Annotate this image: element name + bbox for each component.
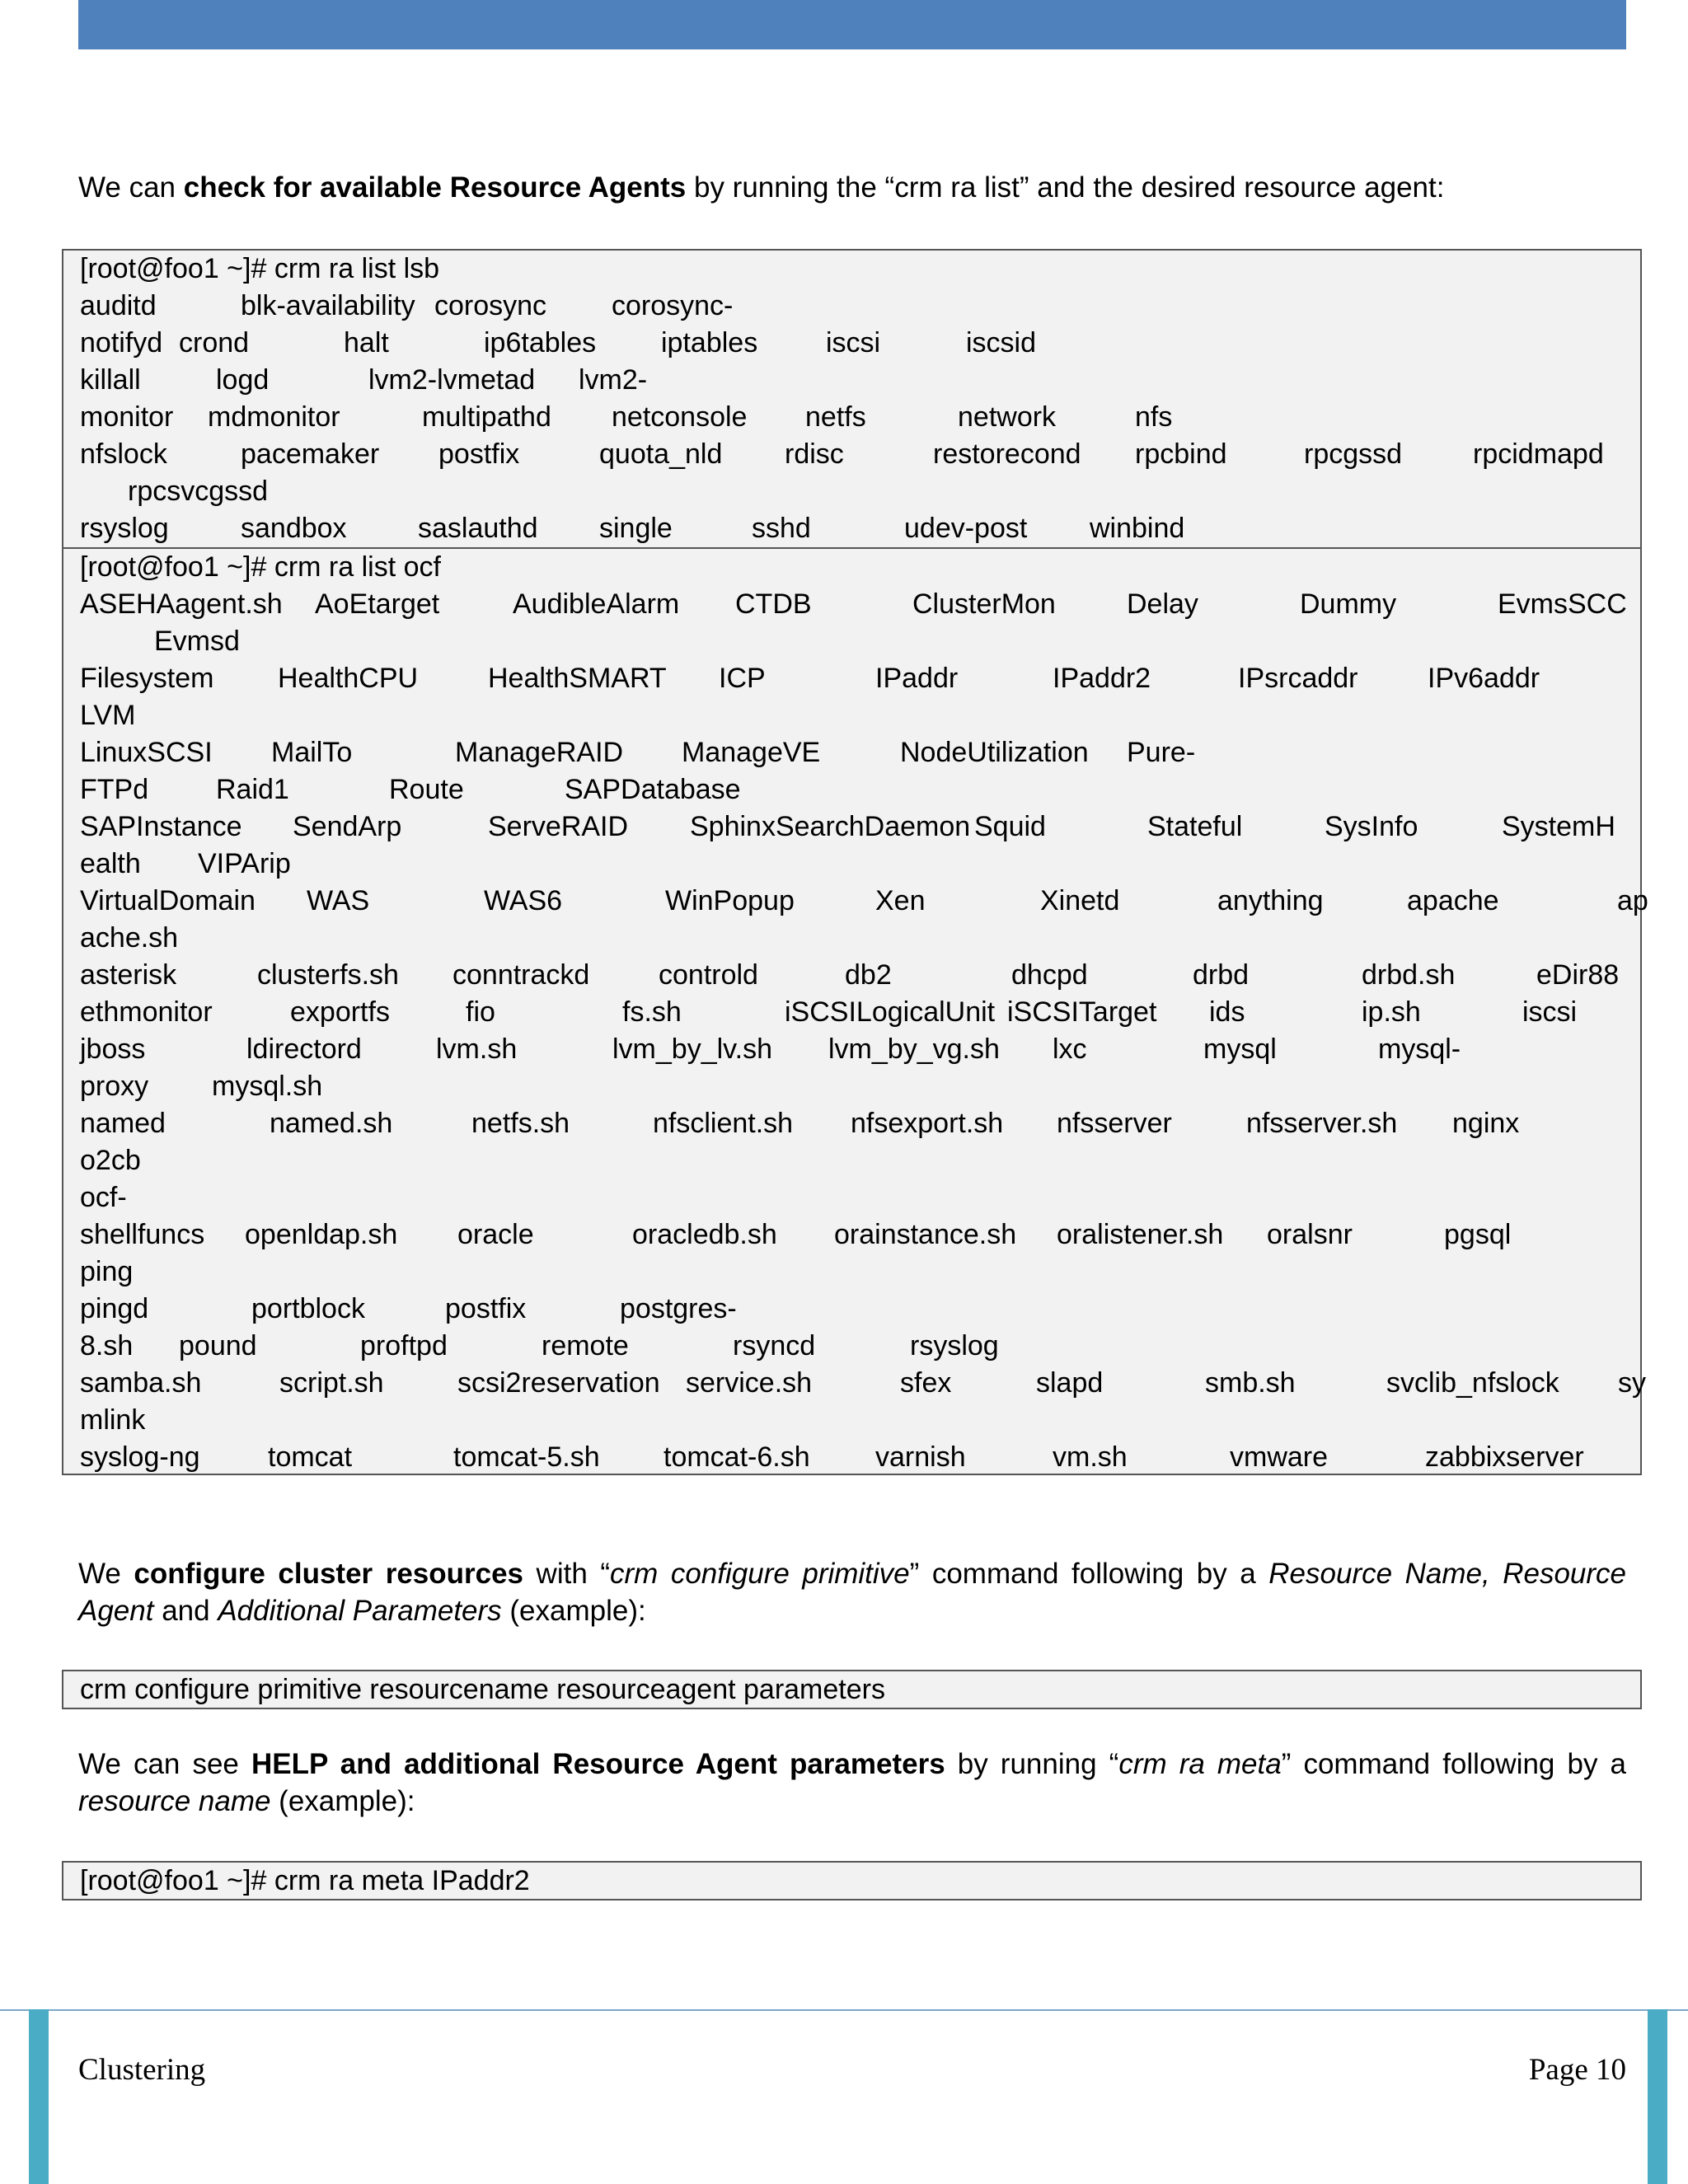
help-command: [root@foo1 ~]# crm ra meta IPaddr2 (80, 1865, 530, 1896)
lsb-agent-name: iscsi (826, 327, 881, 359)
ocf-agent-name: service.sh (686, 1367, 813, 1399)
ocf-row (63, 1031, 1640, 1068)
ocf-agent-name: script.sh (279, 1367, 384, 1399)
ocf-agent-name: Squid (974, 811, 1046, 842)
ocf-row (63, 1179, 1640, 1216)
ocf-command: [root@foo1 ~]# crm ra list ocf (80, 551, 441, 583)
help-paragraph: We can see HELP and additional Resource Agent parameters by running “crm ra meta” command following by a resource name (example): (78, 1748, 1626, 1817)
lsb-agent-name: saslauthd (418, 513, 538, 544)
lsb-agent-name: sandbox (241, 513, 347, 544)
ocf-agent-name: sy (1618, 1367, 1646, 1399)
lsb-agent-name: lvm2-lvmetad (368, 364, 536, 396)
lsb-agent-name: logd (216, 364, 270, 396)
ocf-agent-name: svclib_nfslock (1386, 1367, 1559, 1399)
lsb-agent-name: rpcsvcgssd (128, 476, 269, 507)
lsb-row (63, 325, 1640, 362)
footer-accent-left (29, 2009, 49, 2184)
ocf-agent-name: MailTo (271, 737, 353, 768)
ocf-section (63, 549, 1648, 1476)
ocf-agent-name: scsi2reservation (457, 1367, 660, 1399)
page-number: Page 10 (1528, 2053, 1626, 2087)
ocf-agent-name: fs.sh (622, 996, 682, 1028)
ocf-agent-name: lxc (1053, 1033, 1087, 1065)
ocf-agent-name: ip.sh (1362, 996, 1421, 1028)
ocf-row (63, 1105, 1640, 1142)
lsb-agent-name: restorecond (933, 438, 1081, 470)
ocf-agent-name: nfsserver.sh (1246, 1108, 1398, 1139)
ocf-agent-name: 8.sh (80, 1330, 134, 1361)
footer-rule (0, 2009, 1688, 2011)
ocf-agent-name: Dummy (1300, 588, 1397, 620)
lsb-agent-name: monitor (80, 401, 174, 433)
ocf-row (63, 1216, 1640, 1254)
ocf-agent-name: ASEHAagent.sh (80, 588, 283, 620)
ocf-agent-name: IPv6addr (1428, 663, 1540, 694)
ocf-agent-name: HealthCPU (278, 663, 419, 694)
lsb-agent-name: corosync (434, 290, 547, 321)
ocf-agent-name: openldap.sh (245, 1219, 398, 1250)
ocf-agent-name: NodeUtilization (900, 737, 1089, 768)
ocf-agent-name: shellfuncs (80, 1219, 205, 1250)
lsb-agent-name: netfs (805, 401, 866, 433)
ocf-agent-name: Filesystem (80, 663, 214, 694)
ocf-agent-name: clusterfs.sh (257, 959, 399, 991)
lsb-agent-name: iptables (661, 327, 758, 359)
ocf-row (63, 1254, 1640, 1291)
lsb-agent-name: killall (80, 364, 141, 396)
ocf-agent-name: portblock (251, 1293, 365, 1324)
ocf-agent-name: ping (80, 1256, 134, 1287)
lsb-row (63, 436, 1640, 473)
ocf-agent-name: Delay (1127, 588, 1198, 620)
ocf-agent-name: Xinetd (1040, 885, 1120, 916)
lsb-agent-name: postfix (438, 438, 520, 470)
ocf-agent-name: ldirectord (246, 1033, 362, 1065)
ocf-agent-name: FTPd (80, 774, 149, 805)
lsb-agent-name: pacemaker (241, 438, 380, 470)
ocf-agent-name: Stateful (1147, 811, 1243, 842)
ocf-agent-name: HealthSMART (488, 663, 667, 694)
ocf-agent-name: nfsclient.sh (653, 1108, 794, 1139)
ocf-agent-name: nfsexport.sh (851, 1108, 1004, 1139)
ocf-agent-name: rsyncd (733, 1330, 816, 1361)
lsb-agent-name: sshd (752, 513, 811, 544)
ocf-agent-name: exportfs (290, 996, 390, 1028)
ocf-agent-name: ids (1209, 996, 1245, 1028)
ocf-row (63, 1365, 1646, 1402)
ocf-agent-name: syslog-ng (80, 1441, 200, 1473)
ocf-agent-name: IPaddr (875, 663, 959, 694)
ocf-agent-name: LVM (80, 700, 136, 731)
ocf-agent-name: VIPArip (198, 848, 291, 879)
ocf-agent-name: controld (659, 959, 758, 991)
ocf-agent-name: IPsrcaddr (1238, 663, 1358, 694)
ocf-row (63, 1328, 1640, 1365)
lsb-agent-name: rpcidmapd (1473, 438, 1604, 470)
ocf-row (63, 1142, 1640, 1179)
ocf-agent-name: dhcpd (1011, 959, 1088, 991)
ocf-agent-name: tomcat-6.sh (663, 1441, 810, 1473)
lsb-agent-name: udev-post (904, 513, 1028, 544)
ocf-agent-name: postfix (445, 1293, 527, 1324)
lsb-agent-name: rsyslog (80, 513, 169, 544)
ocf-agent-name: WAS6 (484, 885, 563, 916)
ocf-agent-name: proftpd (360, 1330, 448, 1361)
ocf-agent-name: VirtualDomain (80, 885, 256, 916)
ocf-agent-name: slapd (1036, 1367, 1104, 1399)
ocf-agent-name: mysql- (1378, 1033, 1461, 1065)
ocf-agent-name: apache (1407, 885, 1499, 916)
ocf-agent-name: Route (389, 774, 464, 805)
footer-title: Clustering (78, 2053, 206, 2087)
ocf-agent-name: lvm_by_vg.sh (828, 1033, 1000, 1065)
ocf-agent-name: ManageVE (682, 737, 821, 768)
ocf-row (63, 994, 1640, 1031)
resource-agent-list-box (62, 249, 1648, 1475)
ocf-row (63, 883, 1648, 920)
ocf-agent-name: WAS (307, 885, 370, 916)
ocf-agent-name: drbd.sh (1362, 959, 1456, 991)
ocf-agent-name: named.sh (270, 1108, 393, 1139)
ocf-row (63, 1439, 1640, 1476)
ocf-agent-name: tomcat (268, 1441, 353, 1473)
ocf-agent-name: AudibleAlarm (513, 588, 680, 620)
ocf-agent-name: ClusterMon (912, 588, 1056, 620)
ocf-agent-name: CTDB (735, 588, 812, 620)
ocf-agent-name: SysInfo (1325, 811, 1418, 842)
lsb-agent-name: crond (179, 327, 250, 359)
ocf-agent-name: postgres- (620, 1293, 737, 1324)
ocf-agent-name: Evmsd (154, 626, 240, 657)
ocf-agent-name: mysql (1203, 1033, 1277, 1065)
lsb-row (63, 399, 1640, 436)
lsb-agent-name: blk-availability (241, 290, 415, 321)
ocf-agent-name: ServeRAID (488, 811, 629, 842)
ocf-agent-name: ICP (719, 663, 766, 694)
ocf-agent-name: LinuxSCSI (80, 737, 213, 768)
ocf-agent-name: iSCSILogicalUnit (785, 996, 996, 1028)
lsb-row (63, 362, 1640, 399)
ocf-agent-name: WinPopup (665, 885, 795, 916)
ocf-agent-name: tomcat-5.sh (453, 1441, 600, 1473)
ocf-agent-name: varnish (875, 1441, 966, 1473)
ocf-agent-name: SAPInstance (80, 811, 242, 842)
ocf-agent-name: ealth (80, 848, 141, 879)
ocf-agent-name: fio (466, 996, 495, 1028)
ocf-agent-name: jboss (80, 1033, 146, 1065)
ocf-agent-name: IPaddr2 (1053, 663, 1151, 694)
ocf-agent-name: iscsi (1522, 996, 1578, 1028)
ocf-agent-name: orainstance.sh (834, 1219, 1017, 1250)
lsb-agent-name: ip6tables (484, 327, 597, 359)
lsb-row (63, 510, 1640, 547)
lsb-agent-name: quota_nld (599, 438, 723, 470)
lsb-row (63, 473, 1640, 510)
ocf-agent-name: nfsserver (1057, 1108, 1172, 1139)
ocf-agent-name: eDir88 (1536, 959, 1620, 991)
ocf-agent-name: anything (1217, 885, 1324, 916)
lsb-agent-name: rpcgssd (1304, 438, 1403, 470)
ocf-agent-name: oracledb.sh (632, 1219, 777, 1250)
ocf-agent-name: ManageRAID (455, 737, 624, 768)
ocf-row (63, 734, 1640, 771)
ocf-agent-name: lvm.sh (436, 1033, 518, 1065)
ocf-agent-name: ap (1617, 885, 1648, 916)
ocf-agent-name: ethmonitor (80, 996, 213, 1028)
ocf-agent-name: SystemH (1502, 811, 1615, 842)
ocf-agent-name: Raid1 (216, 774, 289, 805)
ocf-agent-name: rsyslog (910, 1330, 999, 1361)
ocf-agent-name: EvmsSCC (1498, 588, 1627, 620)
ocf-row (63, 660, 1640, 697)
ocf-agent-name: SphinxSearchDaemon (690, 811, 971, 842)
ocf-agent-name: conntrackd (452, 959, 590, 991)
ocf-row (63, 623, 1640, 660)
lsb-agent-name: rdisc (785, 438, 844, 470)
ocf-agent-name: oracle (457, 1219, 534, 1250)
ocf-agent-name: pound (179, 1330, 257, 1361)
ocf-agent-name: o2cb (80, 1145, 141, 1176)
ocf-agent-name: lvm_by_lv.sh (612, 1033, 772, 1065)
ocf-agent-name: vmware (1230, 1441, 1329, 1473)
ocf-agent-name: SAPDatabase (565, 774, 741, 805)
ocf-agent-name: sfex (900, 1367, 952, 1399)
lsb-command: [root@foo1 ~]# crm ra list lsb (80, 253, 440, 284)
ocf-row (63, 1068, 1640, 1105)
ocf-agent-name: SendArp (293, 811, 402, 842)
ocf-agent-name: asterisk (80, 959, 177, 991)
lsb-agent-name: corosync- (612, 290, 734, 321)
lsb-agent-name: multipathd (422, 401, 551, 433)
ocf-agent-name: remote (542, 1330, 629, 1361)
ocf-agent-name: zabbixserver (1425, 1441, 1584, 1473)
lsb-row (63, 288, 1640, 325)
ocf-agent-name: oralsnr (1267, 1219, 1353, 1250)
ocf-agent-name: proxy (80, 1071, 149, 1102)
configure-command: crm configure primitive resourcename resourceagent parameters (80, 1674, 885, 1705)
lsb-agent-name: rpcbind (1135, 438, 1227, 470)
ocf-agent-name: samba.sh (80, 1367, 202, 1399)
lsb-agent-name: winbind (1090, 513, 1185, 544)
ocf-row (63, 771, 1640, 808)
lsb-agent-name: mdmonitor (208, 401, 340, 433)
configure-paragraph: We configure cluster resources with “crm configure primitive” command following by a Resource Name, Resource Agent and Additional Parameters (example): (78, 1558, 1626, 1627)
ocf-agent-name: mlink (80, 1404, 146, 1436)
ocf-agent-name: iSCSITarget (1007, 996, 1157, 1028)
ocf-agent-name: oralistener.sh (1057, 1219, 1224, 1250)
ocf-agent-name: Xen (875, 885, 926, 916)
header-bar (78, 0, 1626, 49)
ocf-row (63, 697, 1640, 734)
intro-paragraph: We can check for available Resource Agents by running the “crm ra list” and the desired resource agent: (78, 171, 1445, 204)
footer-accent-right (1648, 2009, 1667, 2184)
ocf-agent-name: drbd (1193, 959, 1250, 991)
lsb-agent-name: nfs (1135, 401, 1173, 433)
ocf-agent-name: pgsql (1444, 1219, 1512, 1250)
ocf-agent-name: smb.sh (1205, 1367, 1296, 1399)
lsb-agent-name: netconsole (612, 401, 748, 433)
ocf-agent-name: nginx (1452, 1108, 1520, 1139)
ocf-row (63, 846, 1640, 883)
configure-command-box (62, 1670, 1642, 1709)
ocf-row (63, 957, 1640, 994)
lsb-agent-name: notifyd (80, 327, 163, 359)
lsb-section (63, 251, 1640, 547)
ocf-row (63, 1291, 1640, 1328)
lsb-agent-name: single (599, 513, 673, 544)
ocf-agent-name: netfs.sh (471, 1108, 570, 1139)
ocf-agent-name: vm.sh (1053, 1441, 1128, 1473)
ocf-row (63, 920, 1640, 957)
ocf-row (63, 808, 1640, 846)
ocf-row (63, 1402, 1640, 1439)
lsb-agent-name: nfslock (80, 438, 167, 470)
ocf-agent-name: Pure- (1127, 737, 1196, 768)
ocf-agent-name: ache.sh (80, 922, 179, 954)
ocf-row (63, 586, 1640, 623)
lsb-agent-name: auditd (80, 290, 157, 321)
lsb-agent-name: iscsid (966, 327, 1037, 359)
ocf-agent-name: ocf- (80, 1182, 127, 1213)
ocf-agent-name: mysql.sh (212, 1071, 323, 1102)
lsb-agent-name: lvm2- (579, 364, 648, 396)
ocf-agent-name: AoEtarget (315, 588, 440, 620)
ocf-agent-name: pingd (80, 1293, 149, 1324)
lsb-agent-name: network (958, 401, 1057, 433)
lsb-agent-name: halt (344, 327, 389, 359)
ocf-agent-name: named (80, 1108, 166, 1139)
ocf-agent-name: db2 (845, 959, 892, 991)
help-command-box (62, 1861, 1642, 1900)
